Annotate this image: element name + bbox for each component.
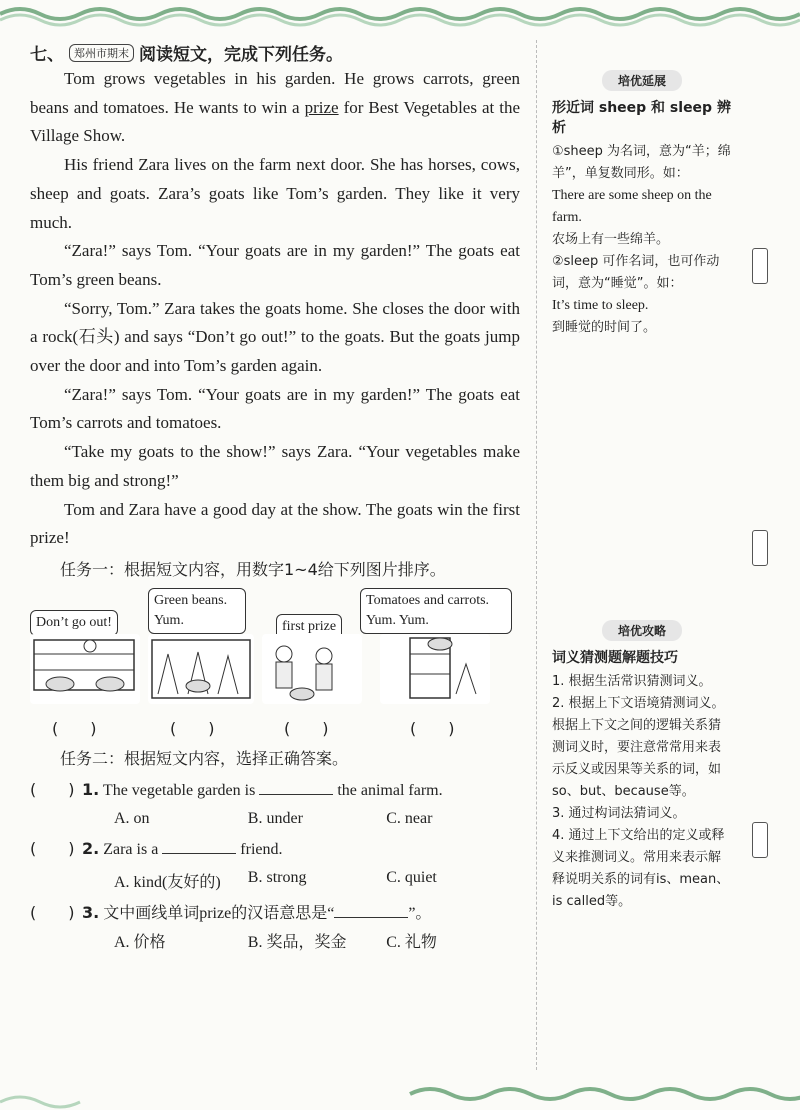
q3-option-b[interactable]: B. 奖品，奖金 (247, 933, 347, 951)
source-tag: 郑州市期末 (69, 44, 134, 62)
order-blank-3[interactable]: ( ) (284, 718, 329, 738)
column-divider (536, 40, 537, 1070)
q2-option-b[interactable]: B. strong (247, 868, 307, 886)
bottom-wave-border (0, 1080, 800, 1110)
fill-blank-1[interactable] (259, 778, 333, 795)
question-2: ( ) 2. Zara is a friend. A. kind(友好的) B. strong C. quiet (30, 834, 520, 892)
sidebar-badge-2: 培优攻略 (602, 620, 682, 641)
margin-tab-3 (752, 822, 768, 858)
picture-goats-jump-door (380, 634, 490, 704)
sidebar-badge-1: 培优延展 (602, 70, 682, 91)
fill-blank-3[interactable] (334, 901, 408, 918)
picture-goats-behind-door (30, 634, 140, 704)
passage-paragraph-3: “Zara!” says Tom. “Your goats are in my garden!” The goats eat Tom’s green beans. (30, 241, 520, 289)
question-header (30, 40, 520, 65)
answer-bracket-2[interactable]: ( ) (30, 838, 75, 858)
margin-tab-1 (752, 248, 768, 284)
q2-option-c[interactable]: C. quiet (386, 868, 437, 886)
task2-title: 任务二：根据短文内容，选择正确答案。 (60, 748, 349, 768)
main-column (30, 40, 520, 958)
task1-title: 任务一：根据短文内容，用数字1~4给下列图片排序。 (60, 559, 446, 579)
passage-paragraph-6: “Take my goats to the show!” says Zara. “Your vegetables make them big and strong!” (30, 442, 520, 490)
sidebar-tip-word-guessing: 培优攻略 词义猜测题解题技巧 1. 根据生活常识猜测词义。 2. 根据上下文语境猜测词义。根据上下文之间的逻辑关系猜测词义时，要注意常常用来表示反义或因果等关系的词，如so、but、because等。 3. 通过构词法猜词义。 4. 通过上下文给出的定义或释义来推测词义。常用来表示解释说明关系的词有is、mean、is called等。 (552, 620, 732, 913)
label-first-prize: first prize (276, 614, 342, 640)
passage-paragraph-2: His friend Zara lives on the farm next door. She has horses, cows, sheep and goats. Zara’s goats like Tom’s garden. They like it very much. (30, 155, 520, 232)
order-blank-1[interactable]: ( ) (52, 718, 97, 738)
passage-paragraph-5: “Zara!” says Tom. “Your goats are in my garden!” The goats eat Tom’s carrots and tomatoes. (30, 384, 520, 433)
q1-option-b[interactable]: B. under (247, 809, 303, 827)
question-3: ( ) 3. 文中画线单词prize的汉语意思是“ ”。 A. 价格 B. 奖品，奖金 C. 礼物 (30, 898, 520, 952)
speech-bubble-1: Don’t go out! (30, 610, 118, 636)
passage-paragraph-4: “Sorry, Tom.” Zara takes the goats home. She closes the door with a rock(石头) and says “Don’t go out!” to the goats. But the goats jump over the door and into Tom’s garden again. (30, 298, 520, 376)
question-number: 七、 (30, 45, 64, 65)
q3-option-a[interactable]: A. 价格 (114, 933, 166, 951)
q1-option-c[interactable]: C. near (386, 809, 433, 827)
reading-passage (30, 65, 520, 553)
sidebar-heading-2: 词义猜测题解题技巧 (552, 650, 678, 666)
answer-bracket-1[interactable]: ( ) (30, 779, 75, 799)
order-blank-4[interactable]: ( ) (410, 718, 455, 738)
fill-blank-2[interactable] (162, 837, 236, 854)
picture-row (30, 586, 520, 746)
speech-bubble-2: Green beans. Yum. (148, 588, 246, 634)
picture-goats-at-show (262, 634, 362, 704)
picture-goats-eat-beans (148, 634, 254, 704)
answer-bracket-3[interactable]: ( ) (30, 902, 75, 922)
underlined-word-prize: prize (304, 97, 339, 117)
instruction: 阅读短文，完成下列任务。 (139, 45, 343, 65)
speech-bubble-3: Tomatoes and carrots. Yum. Yum. (360, 588, 512, 634)
q2-option-a[interactable]: A. kind(友好的) (114, 873, 221, 891)
passage-paragraph-7: Tom and Zara have a good day at the show. The goats win the first prize! (30, 499, 520, 548)
sidebar-tip-sheep-sleep: 培优延展 形近词 sheep 和 sleep 辨析 ①sheep 为名词，意为“羊；绵羊”，单复数同形。如： There are some sheep on the farm. 农场上有一些绵羊。 ②sleep 可作名词，也可作动词，意为“睡觉”。如： It’s time to sleep. 到睡觉的时间了。 (552, 70, 732, 339)
order-blank-2[interactable]: ( ) (170, 718, 215, 738)
sidebar-heading-1: 形近词 sheep 和 sleep 辨析 (552, 100, 731, 136)
passage-paragraph-1: Tom grows vegetables in his garden. He grows carrots, green beans and tomatoes. He wants to win a prize for Best Vegetables at the Village Show. (30, 69, 520, 146)
top-wave-border (0, 0, 800, 30)
question-1: ( ) 1. The vegetable garden is the animal farm. A. on B. under C. near (30, 775, 520, 828)
q3-option-c[interactable]: C. 礼物 (386, 933, 437, 951)
margin-tab-2 (752, 530, 768, 566)
q1-option-a[interactable]: A. on (114, 809, 150, 827)
